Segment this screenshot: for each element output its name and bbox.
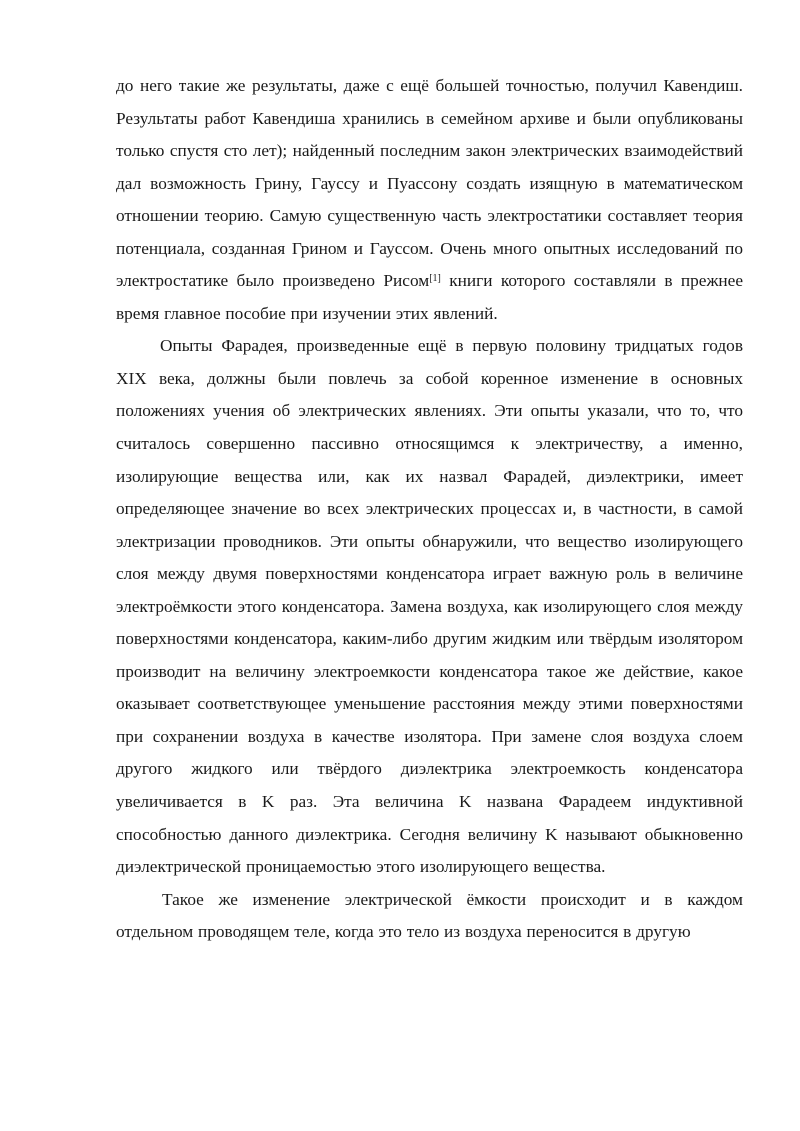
footnote-reference[interactable]: [1] [429,272,441,284]
paragraph-text-continued: книги которого составляли в прежнее время главное пособие при изучении этих явлений. [116,271,743,323]
paragraph-capacitance-change: Такое же изменение электрической ёмкости происходит и в каждом отдельном проводящем теле, когда это тело из воздуха переносится в другую [116,889,743,942]
paragraph-text: до него такие же результаты, даже с ещё большей точностью, получил Кавендиш. Результаты работ Кавендиша хранились в семейном архиве и были опубликованы только спустя сто лет); найденный последним закон электрических взаимодействий дал возможность Грину, Гауссу и Пуассону создать изящную в математическом отношении теорию. Самую существенную часть электростатики составляет теория потенциала, созданная Грином и Гауссом. Очень много опытных исследований по электростатике было произведено Рисом [116,76,743,291]
paragraph-faraday-experiments: Опыты Фарадея, произведенные ещё в первую половину тридцатых годов XIX века, должны были повлечь за собой коренное изменение в основных положениях учения об электрических явлениях. Эти опыты указали, что то, что считалось совершенно пассивно относящимся к электричеству, а именно, изолирующие вещества или, как их назвал Фарадей, диэлектрики, имеет определяющее значение во всех электрических процессах и, в частности, в самой электризации проводников. Эти опыты обнаружили, что вещество изолирующего слоя между двумя поверхностями конденсатора играет важную роль в величине электроёмкости этого конденсатора. Замена воздуха, как изолирующего слоя между поверхностями конденсатора, каким-либо другим жидким или твёрдым изолятором производит на величину электроемкости конденсатора такое же действие, какое оказывает соответствующее уменьшение расстояния между этими поверхностями при сохранении воздуха в качестве изолятора. При замене слоя воздуха слоем другого жидкого или твёрдого диэлектрика электроемкость конденсатора увеличивается в K раз. Эта величина K названа Фарадеем индуктивной способностью данного диэлектрика. Сегодня величину K называют обыкновенно диэлектрической проницаемостью этого изолирующего вещества. [116,336,743,877]
paragraph-cavendish [116,70,743,330]
